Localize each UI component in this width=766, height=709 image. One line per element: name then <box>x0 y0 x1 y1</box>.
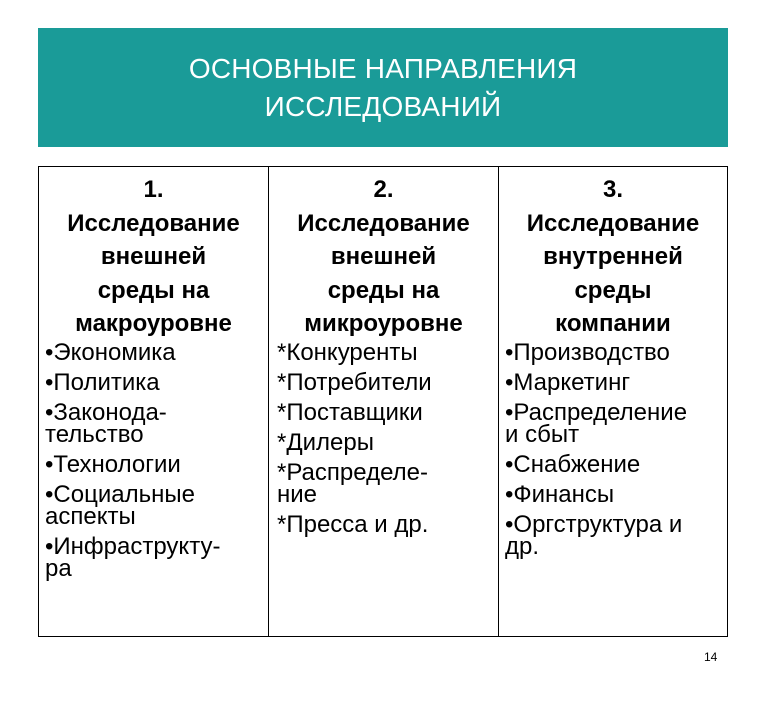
list-item: •Законода- тельство <box>45 399 167 448</box>
item-list <box>499 339 727 560</box>
item-list <box>269 339 498 538</box>
column-macro <box>39 167 268 636</box>
list-item: *Потребители <box>277 369 432 396</box>
slide-title-line-1: ОСНОВНЫЕ НАПРАВЛЕНИЯ <box>188 52 578 84</box>
heading-line: среды <box>574 276 652 304</box>
heading-line: внешней <box>100 243 207 270</box>
column-heading <box>499 167 727 342</box>
list-item: *Пресса и др. <box>277 511 429 538</box>
list-item: •Маркетинг <box>505 369 631 396</box>
slide-title <box>189 50 577 126</box>
heading-line: внешней <box>330 243 437 270</box>
slide-title-line-2: ИССЛЕДОВАНИЙ <box>264 90 502 122</box>
list-item: •Снабжение <box>505 451 641 478</box>
list-item: *Дилеры <box>277 429 374 456</box>
heading-line: среды на <box>97 276 210 304</box>
heading-line: внутренней <box>543 243 683 270</box>
list-item: •Политика <box>45 369 160 396</box>
title-banner <box>38 28 728 147</box>
heading-line: Исследование <box>67 209 240 237</box>
column-internal <box>498 167 727 636</box>
heading-line: макроуровне <box>75 310 232 337</box>
item-list <box>39 339 268 582</box>
heading-line: компании <box>555 310 671 337</box>
heading-line: Исследование <box>526 209 700 237</box>
column-heading <box>269 167 498 342</box>
heading-line: среды на <box>327 276 440 304</box>
list-item: •Социальные аспекты <box>45 481 195 530</box>
list-item: •Распределение и сбыт <box>505 399 688 448</box>
column-number: 2. <box>373 176 394 203</box>
list-item: •Финансы <box>505 481 615 508</box>
list-item: *Поставщики <box>277 399 423 426</box>
heading-line: микроуровне <box>304 310 463 337</box>
list-item: •Технологии <box>45 451 181 478</box>
list-item: •Производство <box>505 339 670 366</box>
list-item: •Экономика <box>45 339 176 366</box>
list-item: *Распределе- ние <box>277 459 428 508</box>
column-micro <box>268 167 498 636</box>
list-item: •Оргструктура и др. <box>505 511 683 560</box>
research-directions-table <box>38 166 728 637</box>
column-heading <box>39 167 268 342</box>
page-number: 14 <box>704 650 718 664</box>
list-item: •Инфраструкту- ра <box>45 533 221 582</box>
heading-line: Исследование <box>297 209 470 237</box>
column-number: 3. <box>602 176 623 203</box>
column-number: 1. <box>143 176 164 203</box>
list-item: *Конкуренты <box>277 339 418 366</box>
